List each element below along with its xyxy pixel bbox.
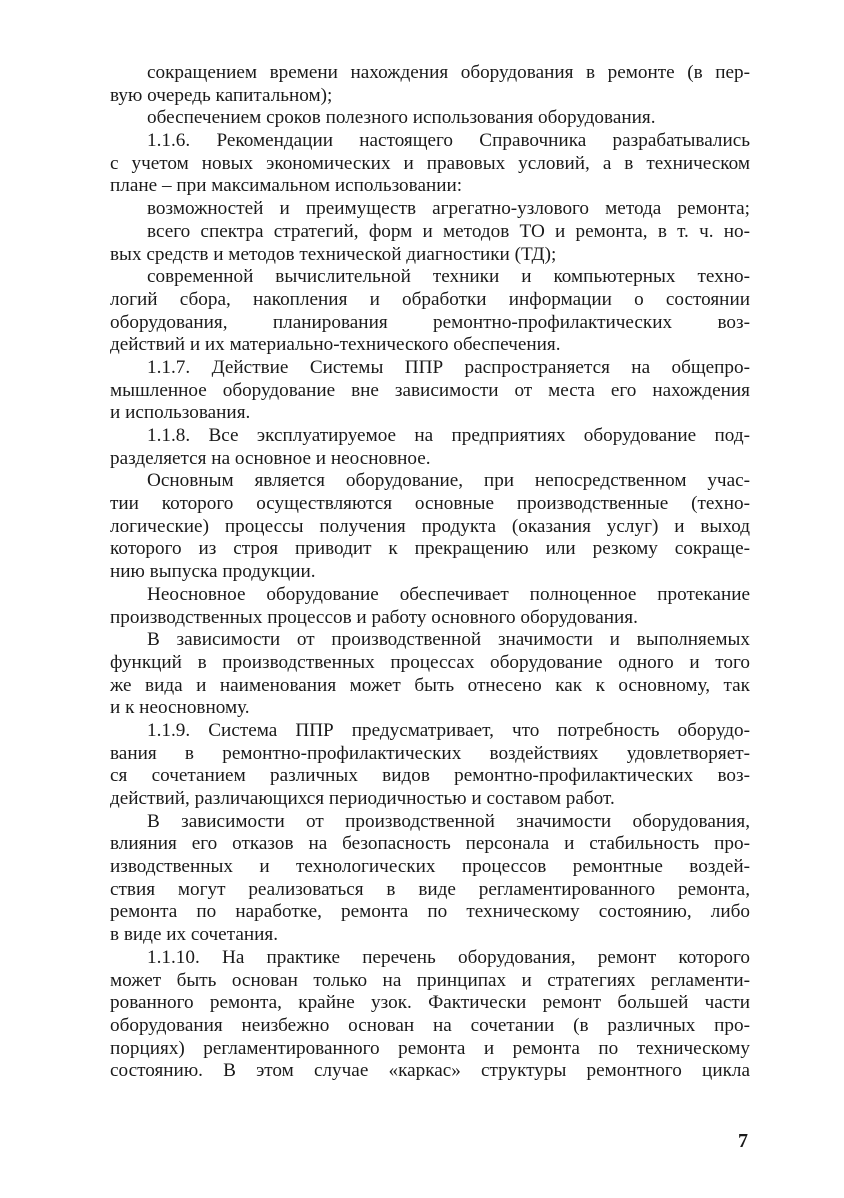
text-line: сокращением времени нахождения оборудования в ремонте (в пер- <box>147 62 750 83</box>
text-line: в виде их сочетания. <box>110 924 278 946</box>
page-number: 7 <box>738 1130 748 1152</box>
text-line: вания в ремонтно-профилактических воздействиях удовлетворяет- <box>110 742 750 764</box>
text-line: 1.1.10. На практике перечень оборудования, ремонт которого <box>147 946 750 968</box>
text-line: В зависимости от производственной значимости оборудования, <box>147 810 750 832</box>
text-line: ремонта по наработке, ремонта по техническому состоянию, либо <box>110 901 750 923</box>
text-line: же вида и наименования может быть отнесено как к основному, так <box>110 674 750 696</box>
text-line: состоянию. В этом случае «каркас» структуры ремонтного цикла <box>110 1060 750 1082</box>
text-line: вую очередь капитальном); <box>110 84 333 106</box>
text-line: ствия могут реализоваться в виде регламентированного ремонта, <box>110 878 750 900</box>
text-line: В зависимости от производственной значимости и выполняемых <box>147 629 750 651</box>
text-line: оборудования, планирования ремонтно-профилактических воз- <box>110 311 750 333</box>
text-line: и к неосновному. <box>110 697 250 719</box>
text-line: тии которого осуществляются основные производственные (техно- <box>110 493 750 515</box>
text-line: всего спектра стратегий, форм и методов ТО и ремонта, в т. ч. но- <box>147 220 750 242</box>
text-line: логические) процессы получения продукта (оказания услуг) и выход <box>110 515 750 537</box>
text-line: вых средств и методов технической диагностики (ТД); <box>110 243 557 265</box>
text-line: которого из строя приводит к прекращению или резкому сокраще- <box>110 538 750 560</box>
text-line: порциях) регламентированного ремонта и ремонта по техническому <box>110 1037 750 1059</box>
text-line: ся сочетанием различных видов ремонтно-профилактических воз- <box>110 765 750 787</box>
text-line: 1.1.9. Система ППР предусматривает, что потребность оборудо- <box>147 719 750 741</box>
text-line: возможностей и преимуществ агрегатно-узлового метода ремонта; <box>147 198 750 220</box>
body-text <box>110 62 750 1083</box>
text-line: с учетом новых экономических и правовых условий, а в техническом <box>110 152 750 174</box>
text-line: производственных процессов и работу основного оборудования. <box>110 606 638 628</box>
text-line: влияния его отказов на безопасность персонала и стабильность про- <box>110 833 750 855</box>
text-line: изводственных и технологических процессов ремонтные воздей- <box>110 856 750 878</box>
text-line: и использования. <box>110 402 251 424</box>
text-line: 1.1.7. Действие Системы ППР распространяется на общепро- <box>147 356 750 378</box>
text-line: Неосновное оборудование обеспечивает полноценное протекание <box>147 583 750 605</box>
text-line: обеспечением сроков полезного использования оборудования. <box>147 107 656 129</box>
text-line: может быть основан только на принципах и стратегиях регламенти- <box>110 969 750 991</box>
text-line: рованного ремонта, крайне узок. Фактически ремонт большей части <box>110 992 750 1014</box>
text-line: плане – при максимальном использовании: <box>110 175 463 197</box>
text-line: действий и их материально-технического обеспечения. <box>110 334 561 356</box>
text-line: 1.1.8. Все эксплуатируемое на предприятиях оборудование под- <box>147 425 750 446</box>
text-line: мышленное оборудование вне зависимости от места его нахождения <box>110 379 750 401</box>
text-line: разделяется на основное и неосновное. <box>110 447 431 469</box>
text-line: функций в производственных процессах оборудование одного и того <box>110 651 750 673</box>
text-line: Основным является оборудование, при непосредственном учас- <box>147 470 750 492</box>
text-line: современной вычислительной техники и компьютерных техно- <box>147 266 750 288</box>
text-line: оборудования неизбежно основан на сочетании (в различных про- <box>110 1014 750 1036</box>
text-line: 1.1.6. Рекомендации настоящего Справочника разрабатывались <box>147 130 750 152</box>
text-line: логий сбора, накопления и обработки информации о состоянии <box>110 288 750 310</box>
text-line: действий, различающихся периодичностью и составом работ. <box>110 788 615 809</box>
text-line: нию выпуска продукции. <box>110 561 316 583</box>
